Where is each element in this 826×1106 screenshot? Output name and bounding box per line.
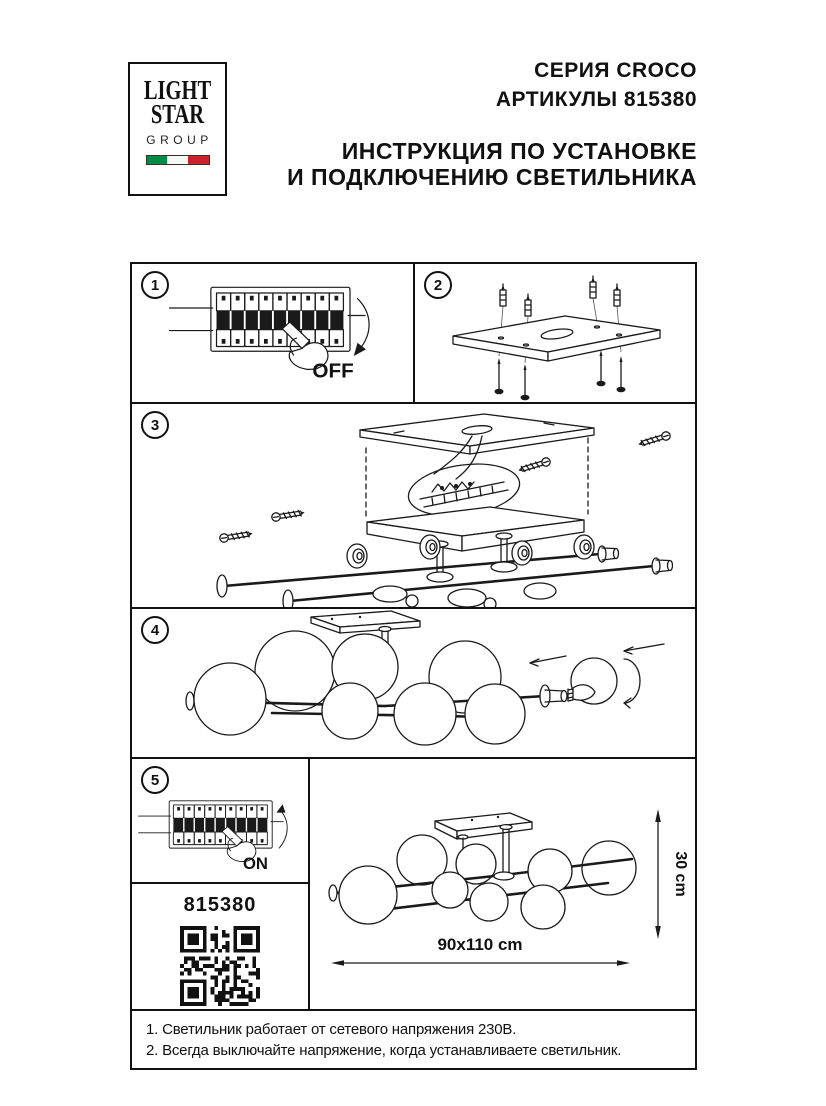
step-number-badge: 3 — [141, 411, 169, 439]
article-number: 815380 — [183, 894, 257, 916]
lightstar-logo — [128, 62, 227, 196]
step-number-badge: 2 — [424, 271, 452, 299]
globe-installation-diagram — [132, 609, 695, 757]
note-line-1: 1. Светильник работает от сетевого напряжения 230В. — [146, 1021, 517, 1038]
breaker-on-diagram — [133, 791, 307, 876]
power-off-label: OFF — [312, 359, 354, 383]
italy-flag-icon — [146, 155, 210, 165]
series-line: СЕРИЯ CROCO — [534, 59, 697, 82]
notes-panel — [130, 1009, 697, 1070]
step-3-cell — [130, 402, 697, 609]
height-dimension-label: 30 cm — [672, 851, 689, 897]
logo-light: LIGHT — [143, 75, 212, 105]
articles-line: АРТИКУЛЫ 815380 — [495, 88, 697, 111]
fixture-dimensions-cell — [308, 757, 697, 1011]
step-5-cell — [130, 757, 310, 884]
step-number-badge: 1 — [141, 271, 169, 299]
qr-code — [180, 926, 260, 1006]
title-line-1: ИНСТРУКЦИЯ ПО УСТАНОВКЕ — [341, 138, 697, 164]
flag-red — [188, 156, 209, 164]
fixture-dimensions-diagram — [310, 759, 695, 1009]
logo-star: STAR — [150, 99, 205, 129]
logo-group: GROUP — [146, 133, 213, 147]
footprint-dimension-label: 90x110 cm — [437, 935, 523, 954]
step-number-badge: 4 — [141, 616, 169, 644]
instructions-grid — [130, 262, 697, 1070]
mounting-plate-anchors-diagram — [415, 264, 695, 402]
article-qr-cell — [130, 882, 310, 1011]
breaker-off-diagram — [162, 274, 397, 389]
step-1-cell — [130, 262, 415, 404]
flag-green — [147, 156, 168, 164]
step-2-cell — [413, 262, 697, 404]
step-4-cell — [130, 607, 697, 759]
note-line-2: 2. Всегда выключайте напряжение, когда устанавливаете светильник. — [146, 1042, 622, 1059]
canopy-mounting-diagram — [132, 404, 695, 607]
step-number-badge: 5 — [141, 766, 169, 794]
title-line-2: И ПОДКЛЮЧЕНИЮ СВЕТИЛЬНИКА — [287, 164, 697, 190]
flag-white — [167, 156, 188, 164]
power-on-label: ON — [242, 853, 268, 873]
header-text — [287, 56, 697, 190]
